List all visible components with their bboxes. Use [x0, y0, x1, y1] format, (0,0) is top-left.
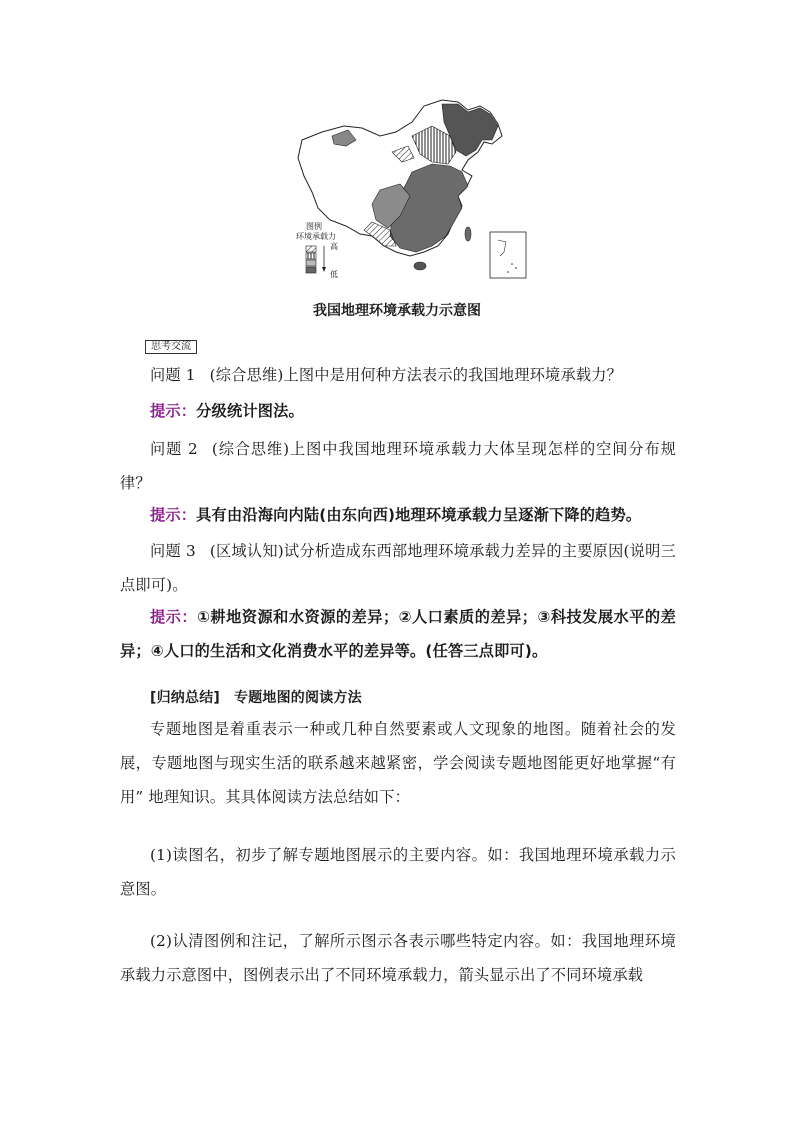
summary-title: 专题地图的阅读方法 — [234, 690, 362, 706]
china-carrying-capacity-map — [292, 96, 532, 286]
question-3-label: 问题 3 — [150, 542, 196, 560]
answer-1 — [120, 394, 676, 428]
question-2-label: 问题 2 — [150, 440, 198, 458]
figure-caption: 我国地理环境承载力示意图 — [313, 303, 481, 319]
legend-swatch-1 — [306, 246, 316, 252]
legend-title: 图例 — [306, 222, 322, 231]
question-3 — [120, 534, 676, 602]
question-3-text: (区域认知)试分析造成东西部地理环境承载力差异的主要原因(说明三点即可)。 — [120, 542, 676, 594]
answer-1-label: 提示： — [150, 402, 197, 420]
paragraph-3: (2)认清图例和注记，了解所示图示各表示哪些特定内容。如：我国地理环境承载力示意图中，图例表示出了不同环境承载力，箭头显示出了不同环境承载 — [120, 932, 676, 984]
taiwan-island — [465, 227, 471, 241]
legend-high-label: 高 — [330, 242, 338, 251]
map-drawing — [292, 96, 532, 286]
question-1-label: 问题 1 — [150, 366, 196, 384]
question-2-text: (综合思维)上图中我国地理环境承载力大体呈现怎样的空间分布规律？ — [120, 440, 676, 492]
answer-1-text: 分级统计图法。 — [196, 402, 304, 420]
hainan-island — [414, 262, 426, 270]
question-1 — [120, 358, 676, 392]
answer-3-label: 提示： — [150, 608, 198, 626]
section-tag: 思考交流 — [148, 340, 194, 354]
question-2 — [120, 432, 676, 500]
paragraph-2: (1)读图名，初步了解专题地图展示的主要内容。如：我国地理环境承载力示意图。 — [120, 846, 676, 898]
legend-swatch-4 — [306, 267, 316, 273]
answer-2-label: 提示： — [150, 506, 197, 524]
summary-heading — [120, 680, 676, 715]
answer-3-text: ①耕地资源和水资源的差异；②人口素质的差异；③科技发展水平的差异；④人口的生活和文化消费水平的差异等。(任答三点即可)。 — [120, 608, 676, 660]
legend-low-label: 低 — [330, 270, 338, 279]
answer-3 — [120, 600, 676, 668]
answer-2 — [120, 498, 676, 532]
legend-swatch-3 — [306, 260, 316, 266]
summary-tag: [归纳总结] — [150, 690, 220, 706]
question-1-text: (综合思维)上图中是用何种方法表示的我国地理环境承载力？ — [209, 366, 622, 384]
legend-swatch-2 — [306, 253, 316, 259]
south-china-sea-inset — [490, 232, 526, 278]
legend-subtitle: 环境承载力 — [296, 232, 336, 241]
paragraph-1: 专题地图是着重表示一种或几种自然要素或人文现象的地图。随着社会的发展，专题地图与现实生活的联系越来越紧密，学会阅读专题地图能更好地掌握“有用” 地理知识。其具体阅读方法总结如下： — [120, 720, 676, 806]
answer-2-text: 具有由沿海向内陆(由东向西)地理环境承载力呈逐渐下降的趋势。 — [196, 506, 642, 524]
